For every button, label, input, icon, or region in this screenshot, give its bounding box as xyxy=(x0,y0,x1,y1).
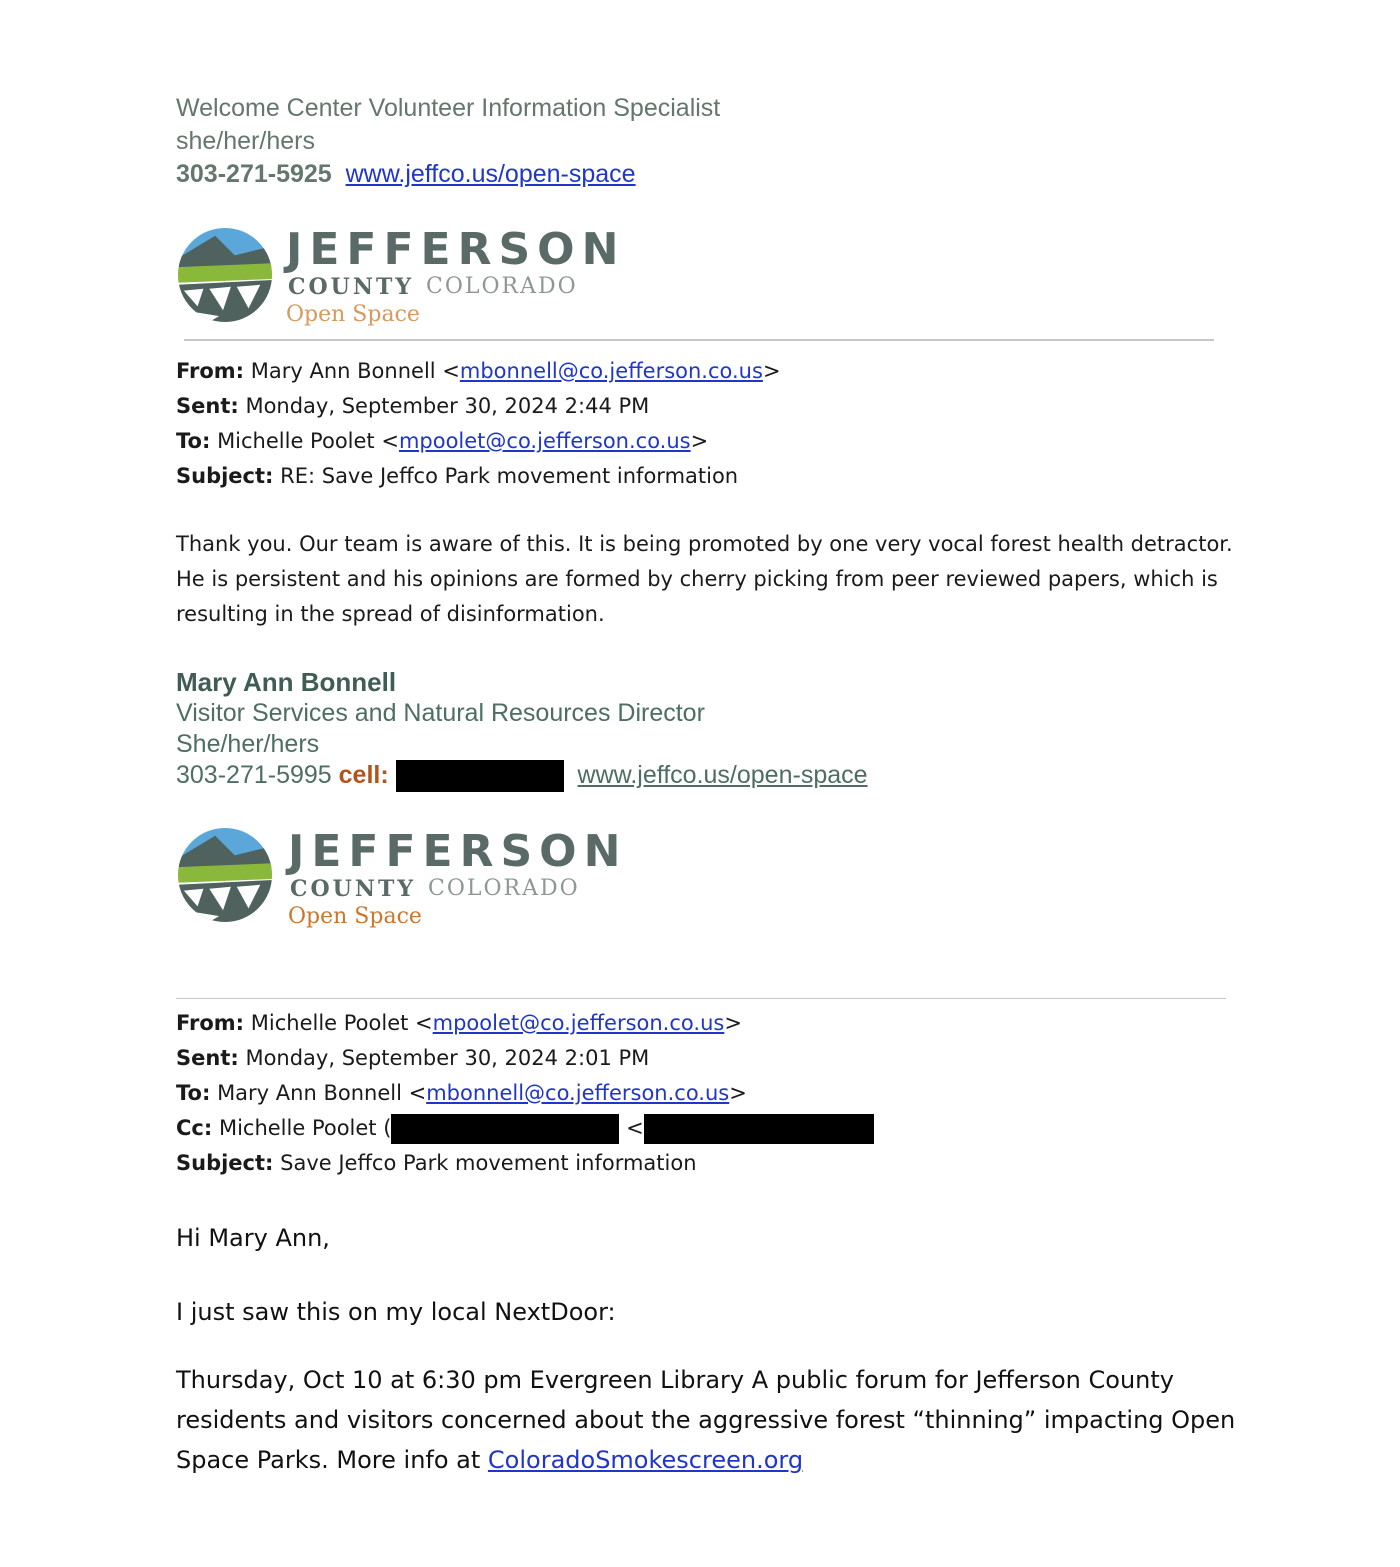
header-to: To: Michelle Poolet <mpoolet@co.jefferson.co.us> xyxy=(176,429,709,453)
logo-county: COUNTY xyxy=(290,876,417,902)
signature-website-link[interactable]: www.jeffco.us/open-space xyxy=(345,160,636,188)
signature-phone: 303-271-5995 xyxy=(176,761,332,789)
signature-title: Visitor Services and Natural Resources Director xyxy=(176,699,705,727)
signature-phone: 303-271-5925 xyxy=(176,160,332,188)
header-from: From: Mary Ann Bonnell <mbonnell@co.jefferson.co.us> xyxy=(176,359,781,383)
header-from: From: Michelle Poolet <mpoolet@co.jefferson.co.us> xyxy=(176,1011,742,1035)
signature-pronouns: she/her/hers xyxy=(176,127,315,155)
header-sent: Sent: Monday, September 30, 2024 2:44 PM xyxy=(176,394,650,418)
email-header-2 xyxy=(176,1006,874,1181)
email-body-1: Thank you. Our team is aware of this. It is being promoted by one very vocal forest health detractor. He is persistent and his opinions are formed by cherry picking from peer reviewed papers, which is resulting in the spread of disinformation. xyxy=(176,532,1233,626)
signature-title: Welcome Center Volunteer Information Specialist xyxy=(176,94,721,122)
logo-county: COUNTY xyxy=(288,274,415,300)
signature-block-2 xyxy=(176,667,868,792)
header-sent: Sent: Monday, September 30, 2024 2:01 PM xyxy=(176,1046,650,1070)
jeffco-open-space-logo xyxy=(176,224,636,334)
logo-jefferson: JEFFERSON xyxy=(286,224,626,275)
divider xyxy=(176,998,1226,999)
email-greeting: Hi Mary Ann, xyxy=(176,1224,330,1252)
email-body-paragraph: Thursday, Oct 10 at 6:30 pm Evergreen Library A public forum for Jefferson County residents and visitors concerned about the aggressive forest “thinning” impacting Open Space Parks. More info at ColoradoSmokescreen.org xyxy=(176,1366,1236,1474)
signature-pronouns: She/her/hers xyxy=(176,730,320,758)
smokescreen-link[interactable]: ColoradoSmokescreen.org xyxy=(487,1446,804,1474)
from-email-link[interactable]: mpoolet@co.jefferson.co.us xyxy=(432,1011,725,1035)
redaction-box xyxy=(644,1114,874,1144)
logo-emblem-icon xyxy=(176,226,274,324)
header-subject: Subject: RE: Save Jeffco Park movement information xyxy=(176,464,739,488)
signature-name: Mary Ann Bonnell xyxy=(176,667,397,697)
jeffco-open-space-logo xyxy=(176,824,646,934)
divider xyxy=(184,339,1214,341)
signature-contact-line xyxy=(176,760,868,792)
logo-open-space: Open Space xyxy=(288,904,422,929)
redaction-box xyxy=(391,1114,619,1144)
signature-contact-line xyxy=(176,158,720,191)
logo-colorado: COLORADO xyxy=(428,876,580,901)
logo-open-space: Open Space xyxy=(286,302,420,327)
redaction-box xyxy=(396,760,564,792)
header-subject: Subject: Save Jeffco Park movement information xyxy=(176,1151,697,1175)
logo-colorado: COLORADO xyxy=(426,274,578,299)
from-email-link[interactable]: mbonnell@co.jefferson.co.us xyxy=(459,359,763,383)
to-email-link[interactable]: mbonnell@co.jefferson.co.us xyxy=(426,1081,730,1105)
cell-label: cell: xyxy=(338,761,389,789)
header-to: To: Mary Ann Bonnell <mbonnell@co.jefferson.co.us> xyxy=(176,1081,747,1105)
signature-website-link[interactable]: www.jeffco.us/open-space xyxy=(577,761,868,789)
signature-block-1 xyxy=(176,92,720,191)
header-cc: Cc: Michelle Poolet ( < xyxy=(176,1111,874,1146)
email-body-line: I just saw this on my local NextDoor: xyxy=(176,1298,616,1326)
logo-jefferson: JEFFERSON xyxy=(288,826,628,877)
to-email-link[interactable]: mpoolet@co.jefferson.co.us xyxy=(398,429,691,453)
email-header-1 xyxy=(176,354,781,494)
logo-emblem-icon xyxy=(176,826,274,924)
